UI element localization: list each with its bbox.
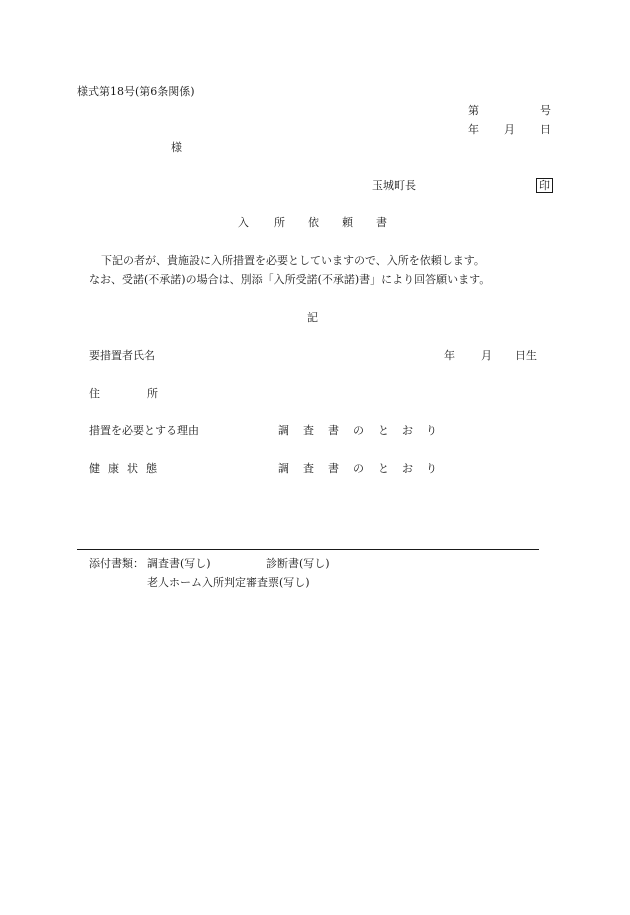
title-char-1: 入 <box>238 216 249 229</box>
document-number-suffix: 号 <box>540 104 551 117</box>
birth-month: 月 <box>481 349 492 362</box>
attachment-item-2: 診断書(写し) <box>266 557 330 570</box>
address-label-2: 所 <box>147 387 158 400</box>
health-value-char-7: り <box>426 462 437 475</box>
address-label-1: 住 <box>89 387 100 400</box>
health-label-char-2: 康 <box>108 462 119 475</box>
body-line-1: 下記の者が、貴施設に入所措置を必要としていますので、入所を依頼します。 <box>101 254 485 267</box>
divider-line <box>77 549 539 550</box>
form-number-label: 様式第18号(第6条関係) <box>77 85 195 98</box>
reason-value-char-7: り <box>426 424 437 437</box>
reason-value-char-1: 調 <box>278 424 289 437</box>
health-value-char-3: 書 <box>328 462 339 475</box>
seal-box: 印 <box>536 178 553 193</box>
attachment-item-3: 老人ホーム入所判定審査票(写し) <box>147 576 310 589</box>
health-value-char-2: 査 <box>303 462 314 475</box>
attachments-label: 添付書類： <box>89 557 144 570</box>
date-month: 月 <box>504 123 515 136</box>
title-char-4: 頼 <box>342 216 353 229</box>
ki-heading: 記 <box>307 311 318 324</box>
health-value-char-5: と <box>378 462 389 475</box>
reason-value-char-4: の <box>353 424 364 437</box>
health-label-char-4: 態 <box>146 462 157 475</box>
health-value-char-1: 調 <box>278 462 289 475</box>
health-value-char-4: の <box>353 462 364 475</box>
reason-value-char-3: 書 <box>328 424 339 437</box>
attachment-item-1: 調査書(写し) <box>147 557 211 570</box>
recipient-suffix: 様 <box>171 141 182 154</box>
health-label-char-1: 健 <box>89 462 100 475</box>
date-year: 年 <box>468 123 479 136</box>
seal-mark <box>536 178 553 193</box>
reason-value-char-2: 査 <box>303 424 314 437</box>
health-value-char-6: お <box>402 462 413 475</box>
title-char-5: 書 <box>376 216 387 229</box>
title-char-2: 所 <box>274 216 285 229</box>
body-line-2: なお、受諾(不承諾)の場合は、別添「入所受諾(不承諾)書」により回答願います。 <box>89 273 491 286</box>
health-label-char-3: 状 <box>127 462 138 475</box>
name-label: 要措置者氏名 <box>89 349 155 362</box>
birth-year: 年 <box>444 349 455 362</box>
reason-value-char-5: と <box>378 424 389 437</box>
reason-label: 措置を必要とする理由 <box>89 424 199 437</box>
sender-name: 玉城町長 <box>372 179 416 192</box>
birth-day: 日生 <box>515 349 537 362</box>
document-number-prefix: 第 <box>468 104 479 117</box>
title-char-3: 依 <box>308 216 319 229</box>
reason-value-char-6: お <box>402 424 413 437</box>
date-day: 日 <box>540 123 551 136</box>
